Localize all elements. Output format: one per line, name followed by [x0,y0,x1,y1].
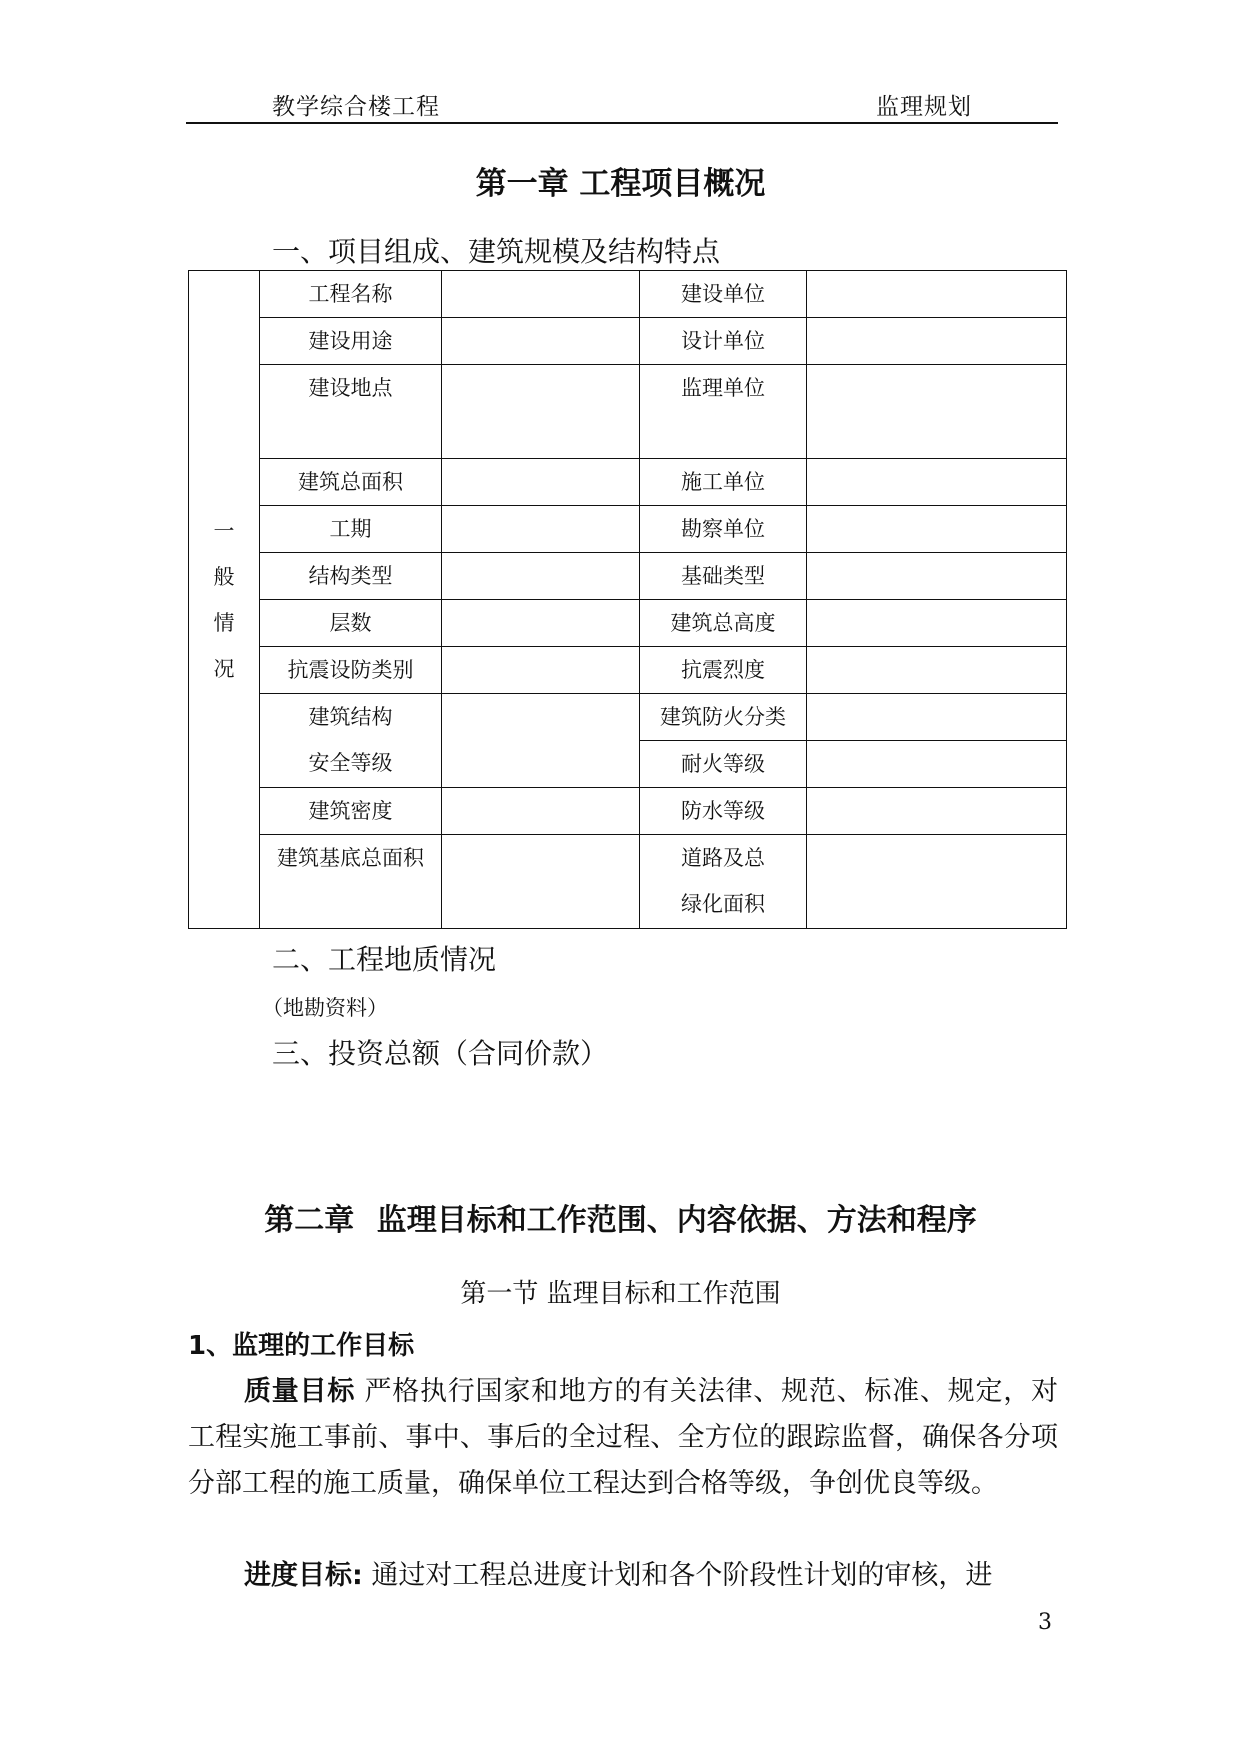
quality-goal-text: 严格执行国家和地方的有关法律、规范、标准、规定，对工程实施工事前、事中、事后的全过程、全方位的跟踪监督，确保各分项分部工程的施工质量，确保单位工程达到合格等级，争创优良等级。 [188,1376,1058,1499]
field-label: 建筑基底总面积 [260,835,442,929]
table-row [189,600,1067,647]
project-info-table [188,270,1067,929]
subsection-1-title: 1、监理的工作目标 [188,1331,415,1361]
field-value [807,506,1067,553]
field-label-line: 建筑结构 [308,705,393,729]
field-value [442,553,640,600]
field-value [807,694,1067,741]
field-label-two-line [640,835,807,929]
field-label: 耐火等级 [640,741,807,788]
field-label: 建筑密度 [260,788,442,835]
field-label: 建设单位 [640,271,807,318]
quality-goal-label: 质量目标 [244,1376,356,1407]
table-row [189,647,1067,694]
field-label-line: 绿化面积 [681,892,765,916]
field-value [442,694,640,788]
field-label: 施工单位 [640,459,807,506]
field-label-line: 安全等级 [308,751,393,775]
side-label-char: 况 [213,656,235,681]
chapter-1-title: 第一章 工程项目概况 [475,166,766,202]
field-value [442,506,640,553]
field-label: 工期 [260,506,442,553]
side-label-char: 情 [213,610,235,635]
header-doc-type: 监理规划 [876,94,972,120]
table-row [189,271,1067,318]
field-value [442,600,640,647]
table-row [189,694,1067,741]
side-label-cell [189,271,260,929]
table-row [189,318,1067,365]
field-label: 工程名称 [260,271,442,318]
table-row [189,459,1067,506]
section-two-heading: 二、工程地质情况 [272,943,497,976]
field-value [442,647,640,694]
table-row [189,835,1067,929]
field-value [442,835,640,929]
field-value [442,318,640,365]
field-label: 建筑总高度 [640,600,807,647]
field-label: 防水等级 [640,788,807,835]
table-row [189,506,1067,553]
schedule-goal-paragraph [188,1553,1058,1599]
header-project-name: 教学综合楼工程 [272,94,440,120]
field-label: 建筑总面积 [260,459,442,506]
field-value [442,365,640,459]
page-number: 3 [1038,1610,1052,1635]
field-label-two-line [260,694,442,788]
field-label: 建筑防火分类 [640,694,807,741]
field-value [807,271,1067,318]
field-value [807,459,1067,506]
section-two-note: （地勘资料） [262,996,388,1020]
section-three-heading: 三、投资总额（合同价款） [272,1037,609,1070]
field-label: 抗震设防类别 [260,647,442,694]
section-1-title: 第一节 监理目标和工作范围 [460,1279,781,1309]
field-value [442,271,640,318]
field-value [807,553,1067,600]
field-label: 监理单位 [640,365,807,459]
field-label: 设计单位 [640,318,807,365]
section-one-heading: 一、项目组成、建筑规模及结构特点 [272,235,721,268]
quality-goal-paragraph [188,1369,1058,1507]
field-label: 建设地点 [260,365,442,459]
field-label: 基础类型 [640,553,807,600]
field-label: 勘察单位 [640,506,807,553]
field-value [807,835,1067,929]
field-label: 层数 [260,600,442,647]
table-row [189,788,1067,835]
side-label-char: 般 [213,564,235,589]
chapter-2-title: 第二章 监理目标和工作范围、内容依据、方法和程序 [264,1203,977,1238]
field-label: 抗震烈度 [640,647,807,694]
field-value [807,365,1067,459]
table-row [189,553,1067,600]
schedule-goal-label: 进度目标: [244,1560,363,1591]
schedule-goal-text: 通过对工程总进度计划和各个阶段性计划的审核，进 [371,1560,993,1591]
field-label: 建设用途 [260,318,442,365]
field-label: 结构类型 [260,553,442,600]
field-label-line: 道路及总 [681,846,765,870]
field-value [807,741,1067,788]
field-value [442,788,640,835]
field-value [807,647,1067,694]
field-value [807,788,1067,835]
field-value [442,459,640,506]
table-row [189,365,1067,459]
side-label-char: 一 [213,518,235,543]
header-divider [186,122,1058,124]
field-value [807,318,1067,365]
field-value [807,600,1067,647]
